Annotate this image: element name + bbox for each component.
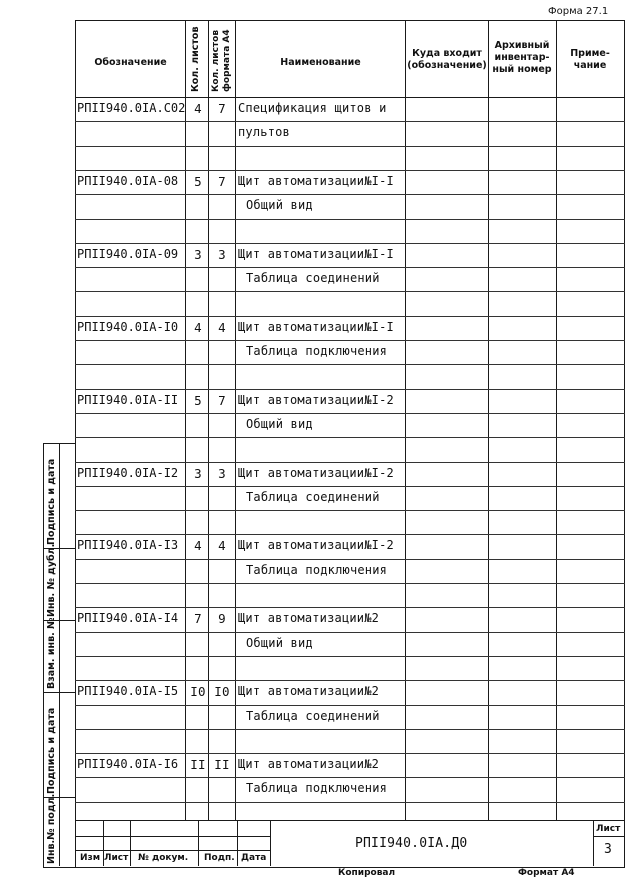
title-izm: Изм: [80, 853, 101, 863]
row-sheets-a4: 3: [218, 246, 226, 262]
row-name-line-1: Щит автоматизации№I-2: [238, 392, 394, 407]
row-designation: РПII940.0IA-09: [77, 246, 179, 261]
row-designation: РПII940.0IA-II: [77, 392, 179, 407]
title-sheet-number: 3: [604, 842, 613, 857]
row-sheets-a4: 7: [218, 173, 226, 189]
row-sheets: 7: [194, 611, 202, 627]
stamp-inv-dubl: Инв. № дубл.: [46, 543, 57, 617]
title-date: Дата: [241, 853, 267, 863]
row-name-line-2: Общий вид: [246, 635, 313, 650]
row-name-line-2: Таблица подключения: [246, 562, 388, 577]
row-name-line-1: Щит автоматизации№I-2: [238, 538, 394, 553]
row-name-line-1: Спецификация щитов и: [238, 101, 387, 115]
title-sheet-label: Лист: [596, 824, 621, 834]
row-designation: РПII940.0IA-08: [77, 173, 179, 188]
header-archive-number: Архивный инвентар-ный номер: [492, 40, 552, 75]
row-sheets-a4: I0: [214, 684, 230, 700]
row-designation: РПII940.0IA-I4: [77, 611, 179, 626]
stamp-sign-date-2: Подпись и дата: [46, 707, 57, 794]
row-designation: РПII940.0IA-I3: [77, 538, 179, 553]
row-sheets: 5: [194, 392, 202, 408]
footer-copied: Копировал: [338, 868, 396, 878]
header-sheets-a4: Кол. листов формата А4: [211, 29, 232, 92]
row-sheets: 3: [194, 465, 202, 481]
row-sheets-a4: 9: [218, 611, 226, 627]
row-name-line-1: Щит автоматизации№I-I: [238, 319, 394, 334]
row-name-line-1: Щит автоматизации№2: [238, 757, 380, 772]
stamp-sign-date-1: Подпись и дата: [46, 458, 57, 545]
row-sheets-a4: 4: [218, 319, 226, 335]
row-name-line-2: Общий вид: [246, 416, 313, 431]
row-name-line-1: Щит автоматизации№I-I: [238, 173, 394, 188]
row-sheets: 4: [194, 538, 202, 554]
header-sheets: Кол. листов: [190, 26, 201, 92]
row-name-line-2: Таблица соединений: [246, 271, 380, 286]
title-doc-no: № докум.: [138, 853, 189, 863]
row-sheets-a4: 3: [218, 465, 226, 481]
title-doc-code: РПII940.0IA.Д0: [355, 836, 468, 851]
row-sheets: 5: [194, 173, 202, 189]
row-designation: РПII940.0IA.C02: [77, 101, 186, 115]
row-sheets: II: [190, 757, 206, 773]
row-sheets-a4: 4: [218, 538, 226, 554]
row-name-line-2: Таблица подключения: [246, 344, 388, 358]
row-sheets: I0: [190, 684, 206, 700]
page-frame: [75, 20, 625, 868]
stamp-inv-orig: Инв.№ подл.: [46, 793, 57, 864]
row-designation: РПII940.0IA-I6: [77, 757, 179, 772]
row-name-line-1: Щит автоматизации№2: [238, 611, 380, 626]
row-name-line-1: Щит автоматизации№2: [238, 684, 380, 699]
row-designation: РПII940.0IA-I2: [77, 465, 179, 480]
row-name-line-2: пультов: [238, 125, 290, 140]
form-label: Форма 27.1: [548, 6, 609, 17]
row-name-line-1: Щит автоматизации№I-2: [238, 465, 394, 480]
row-sheets-a4: 7: [218, 392, 226, 408]
row-designation: РПII940.0IA-I0: [77, 319, 179, 334]
row-designation: РПII940.0IA-I5: [77, 684, 179, 699]
header-where-used: Куда входит (обозначение): [407, 48, 487, 71]
row-sheets: 3: [194, 246, 202, 262]
footer-format: Формат А4: [518, 868, 575, 878]
header-name: Наименование: [280, 57, 361, 68]
title-sign: Подп.: [204, 853, 235, 863]
row-sheets: 4: [194, 319, 202, 335]
row-sheets-a4: 7: [218, 101, 226, 116]
row-sheets-a4: II: [214, 757, 230, 773]
stamp-vzam-inv: Взам. инв. №: [46, 617, 57, 689]
row-name-line-2: Таблица подключения: [246, 781, 388, 796]
row-name-line-1: Щит автоматизации№I-I: [238, 246, 394, 261]
row-name-line-2: Таблица соединений: [246, 489, 380, 504]
row-name-line-2: Таблица соединений: [246, 708, 380, 723]
header-designation: Обозначение: [94, 57, 167, 68]
title-list: Лист: [104, 853, 129, 863]
header-note: Приме-чание: [570, 48, 610, 71]
row-name-line-2: Общий вид: [246, 198, 313, 213]
row-sheets: 4: [194, 101, 202, 116]
